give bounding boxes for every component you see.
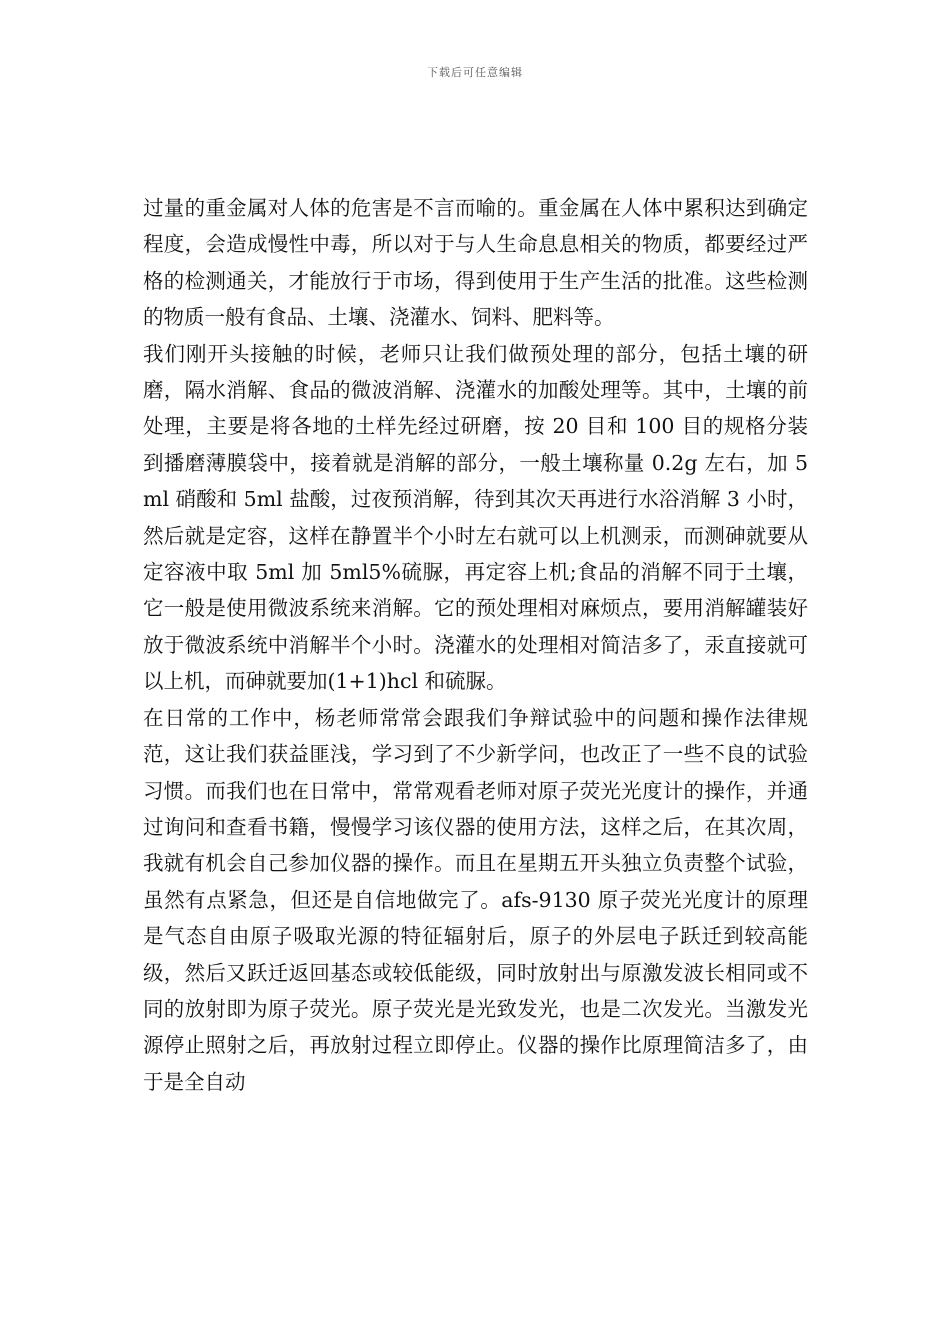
paragraph-fluorescence: 在日常的工作中，杨老师常常会跟我们争辩试验中的问题和操作法律规范，这让我们获益匪浅，学习到了不少新学问，也改正了一些不良的试验习惯。而我们也在日常中，常常观看老师对原子荧光光度计的操作，并通过询问和查看书籍，慢慢学习该仪器的使用方法，这样之后，在其次周，我就有机会自己参加仪器的操作。而且在星期五开头独立负责整个试验，虽然有点紧急，但还是自信地做完了。afs-9130 原子荧光光度计的原理是气态自由原子吸取光源的特征辐射后，原子的外层电子跃迁到较高能级，然后又跃迁返回基态或较低能级，同时放射出与原激发波长相同或不同的放射即为原子荧光。原子荧光是光致发光，也是二次发光。当激发光源停止照射之后，再放射过程立即停止。仪器的操作比原理简洁多了，由于是全自动 bbox=[143, 705, 808, 1094]
paragraph-pretreatment: 我们刚开头接触的时候，老师只让我们做预处理的部分，包括土壤的研磨，隔水消解、食品的微波消解、浇灌水的加酸处理等。其中，土壤的前处理，主要是将各地的土样先经过研磨，按 20 目和 100 目的规格分装到播磨薄膜袋中，接着就是消解的部分，一般土壤称量 0.2g 左右，加 5ml 硝酸和 5ml 盐酸，过夜预消解，待到其次天再进行水浴消解 3 小时，然后就是定容，这样在静置半个小时左右就可以上机测汞，而测砷就要从定容液中取 5ml 加 5ml5%硫脲，再定容上机;食品的消解不同于土壤，它一般是使用微波系统来消解。它的预处理相对麻烦点，要用消解罐装好放于微波系统中消解半个小时。浇灌水的处理相对简洁多了，汞直接就可以上机，而砷就要加(1+1)hcl 和硫脲。 bbox=[143, 341, 808, 694]
document-body bbox=[143, 190, 808, 1100]
paragraph-heavy-metal-intro: 过量的重金属对人体的危害是不言而喻的。重金属在人体中累积达到确定程度，会造成慢性中毒，所以对于与人生命息息相关的物质，都要经过严格的检测通关，才能放行于市场，得到使用于生产生活的批准。这些检测的物质一般有食品、土壤、浇灌水、饲料、肥料等。 bbox=[143, 196, 808, 330]
page-header: 下载后可任意编辑 bbox=[427, 66, 523, 79]
